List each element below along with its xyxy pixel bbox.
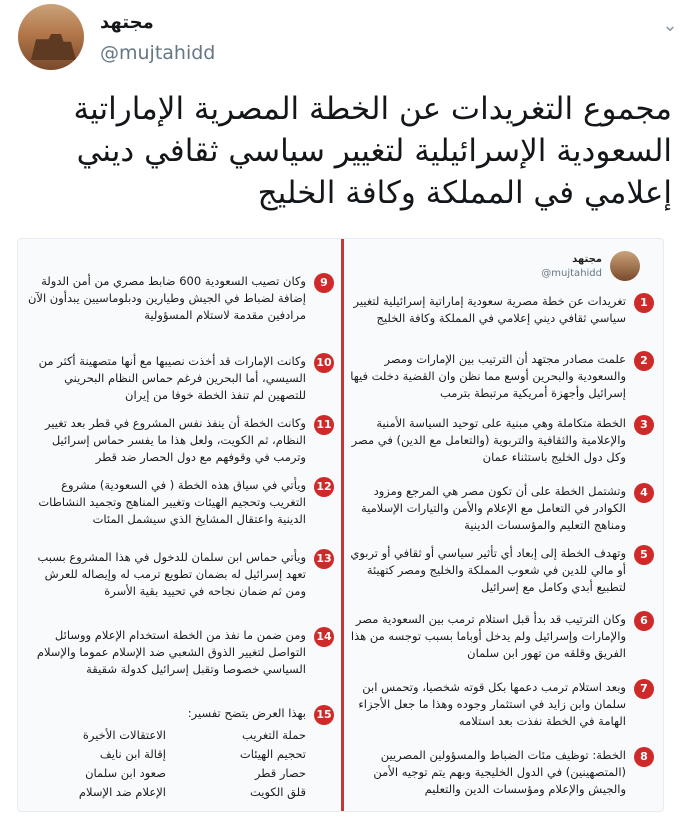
- avatar-image: [26, 34, 76, 60]
- mini-author-handle: @mujtahidd: [541, 268, 602, 279]
- item-text: علمت مصادر مجتهد أن الترتيب بين الإمارات ومصر والسعودية والبحرين أوسع مما نظن وان القضية دخلت فيها إسرائيل وأجهزة أمريكية مرتبطة بترمب: [350, 352, 626, 400]
- item-number: 4: [634, 483, 654, 503]
- item-number: 13: [314, 549, 334, 569]
- author-name[interactable]: مجتهد: [100, 12, 154, 33]
- list-item: [24, 705, 334, 725]
- item-text: ومن ضمن ما نفذ من الخطة استخدام الإعلام ووسائل التواصل لتغيير الذوق الشعبي ضد الإسلام عموما والإسلام السياسي خصوصا وتقبل إسرائيل كدولة شقيقة: [36, 628, 306, 676]
- item-text: الخطة: توظيف مئات الضباط والمسؤولين المصريين (المتصهينين) في الدول الخليجية وبهم يتم توجيه الأمن والجيش والإعلام ومؤسسات الدين والتعليم: [373, 748, 626, 796]
- author-handle[interactable]: @mujtahidd: [100, 42, 216, 64]
- item-text: بهذا العرض يتضح تفسير:: [187, 706, 306, 720]
- term: حصار قطر: [254, 766, 306, 780]
- term: إقالة ابن نايف: [99, 747, 166, 761]
- term: صعود ابن سلمان: [85, 766, 166, 780]
- list-item: [24, 273, 334, 324]
- item-number: 12: [314, 477, 334, 497]
- list-item: [350, 483, 654, 534]
- list-item: [350, 679, 654, 730]
- item-text: وبعد استلام ترمب دعمها بكل قوته شخصيا، وتحمس ابن سلمان وابن زايد في استثمار وجوده وهذا ما جعل الأجزاء الهامة في الخطة نفذت بعد استلامه: [358, 680, 626, 728]
- item-number: 9: [314, 273, 334, 293]
- item-text: الخطة متكاملة وهي مبنية على توحيد السياسة الأمنية والإعلامية والثقافية والتربوية (والتعامل مع الدين) في مصر وكل دول الخليج باستثناء عمان: [351, 416, 626, 464]
- term: تحجيم الهيئات: [239, 747, 306, 761]
- item-number: 11: [314, 415, 334, 435]
- list-item: [24, 627, 334, 678]
- item-text: ويأتي حماس ابن سلمان للدخول في هذا المشروع بسبب تعهد إسرائيل له بضمان تطويع ترمب له وإيصاله للعرش ومن ثم ضمان نجاحه في تحييد بقية الأسرة: [37, 550, 306, 598]
- chevron-down-icon[interactable]: ⌄: [662, 15, 678, 36]
- item-text: وكانت الخطة أن ينفذ نفس المشروع في قطر بعد تغيير النظام، ثم الكويت، ولعل هذا ما يفسر حماس إسرائيل وترمب في وقوفهم مع دول الحصار ضد قطر: [44, 416, 306, 464]
- item-text: وتهدف الخطة إلى إبعاد أي تأثير سياسي أو ثقافي أو تربوي أو مالي للدين في شعوب المملكة والخليج ومصر كتهيئة لتطبيع أبدي وكامل مع إسرائيل: [350, 546, 626, 594]
- list-item: [350, 747, 654, 798]
- tweet-image[interactable]: [17, 238, 664, 812]
- term: قلق الكويت: [249, 785, 306, 799]
- item-number: 8: [634, 747, 654, 767]
- terms-list: [46, 727, 306, 801]
- term: حملة التغريب: [242, 728, 306, 742]
- item-text: وتشتمل الخطة على أن تكون مصر هي المرجع ومزود الكوادر في التعامل مع الإعلام والأمن والتيارات الإسلامية ومناهج التعليم والمؤسسات الدينية: [360, 484, 626, 532]
- item-number: 15: [314, 705, 334, 725]
- column-divider: [341, 239, 344, 811]
- term: الاعتقالات الأخيرة: [82, 728, 166, 742]
- item-text: وكان تصيب السعودية 600 ضابط مصري من أمن الدولة إضافة لضباط في الجيش وطيارين ودبلوماسيين يبدأون الآن مرادفين مقدمة لاستلام المسؤولية: [27, 274, 306, 322]
- mini-avatar: [610, 251, 640, 281]
- list-item: [24, 353, 334, 404]
- list-item: [350, 611, 654, 662]
- list-item: [350, 545, 654, 596]
- list-item: [24, 415, 334, 466]
- item-number: 7: [634, 679, 654, 699]
- item-text: تغريدات عن خطة مصرية سعودية إماراتية إسرائيلية لتغيير سياسي ثقافي ديني إعلامي في المملكة وكافة الخليج: [353, 294, 626, 325]
- item-number: 5: [634, 545, 654, 565]
- tweet-text: مجموع التغريدات عن الخطة المصرية الإماراتية السعودية الإسرائيلية لتغيير سياسي ثقافي ديني إعلامي في المملكة وكافة الخليج: [73, 91, 672, 211]
- list-item: [24, 549, 334, 600]
- list-item: [24, 477, 334, 528]
- item-text: وكانت الإمارات قد أخذت نصيبها مع أنها متصهينة أكثر من السيسي، أما البحرين فرغم حماس النظام البحريني للتصهين لم تنفذ الخطة خوفا من إيران: [38, 354, 306, 402]
- mini-author-name: مجتهد: [572, 254, 602, 265]
- item-text: ويأتي في سياق هذه الخطة ( في السعودية) مشروع التغريب وتحجيم الهيئات وتغيير المناهج وتجميد النشاطات الدينية واعتقال المشايخ الذي سيشمل المئات: [38, 478, 306, 526]
- avatar[interactable]: [18, 4, 84, 70]
- list-item: [350, 351, 654, 402]
- list-item: [350, 415, 654, 466]
- item-text: وكان الترتيب قد بدأ قبل استلام ترمب بين السعودية مصر والإمارات وإسرائيل ولم يدخل أوباما بسبب توجسه من هذا الفريق وقلقه من تهور ابن سلمان: [350, 612, 626, 660]
- item-number: 14: [314, 627, 334, 647]
- item-number: 3: [634, 415, 654, 435]
- term: الإعلام ضد الإسلام: [78, 785, 166, 799]
- item-number: 1: [634, 293, 654, 313]
- item-number: 2: [634, 351, 654, 371]
- item-number: 10: [314, 353, 334, 373]
- list-item: [350, 293, 654, 327]
- item-number: 6: [634, 611, 654, 631]
